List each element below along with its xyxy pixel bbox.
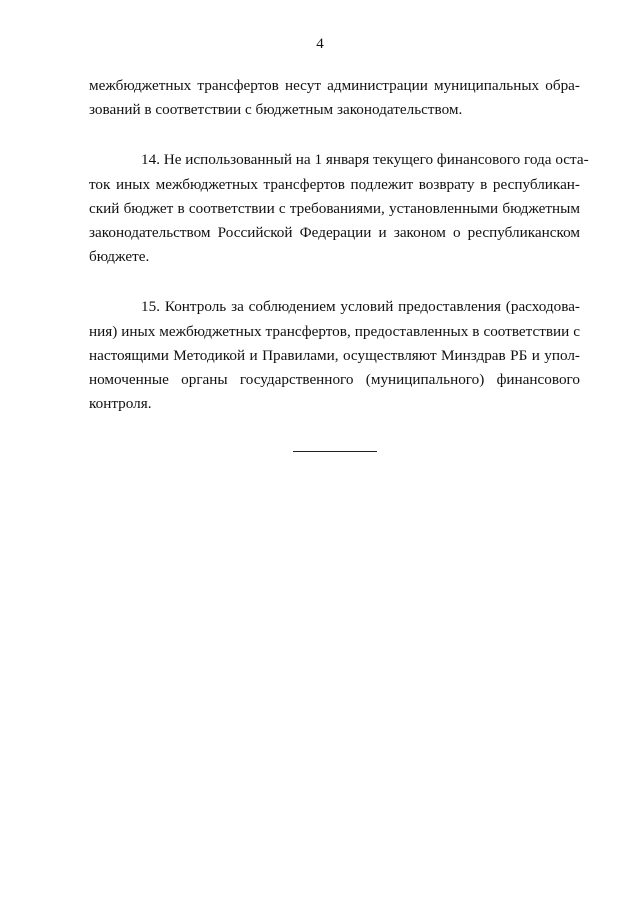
page-number: 4 [316,36,324,52]
text-line: законодательством Российской Федерации и законом о республиканском [89,224,580,242]
end-divider-line [293,451,377,452]
text-line: ток иных межбюджетных трансфертов подлежит возврату в республикан- [89,175,580,193]
text-line: ский бюджет в соответствии с требованиями, установленными бюджетным [89,199,580,217]
paragraph-15 [89,295,580,416]
text-line: 15. Контроль за соблюдением условий предоставления (расходова- [141,298,580,316]
text-line: настоящими Методикой и Правилами, осуществляют Минздрав РБ и упол- [89,346,580,364]
text-line: 14. Не использованный на 1 января текущего финансового года оста- [141,151,589,169]
paragraph-14 [89,148,589,269]
text-line: межбюджетных трансфертов несут администрации муниципальных обра- [89,77,580,94]
text-line: контроля. [89,395,152,413]
text-line: номоченные органы государственного (муниципального) финансового [89,371,580,389]
document-body [89,74,589,416]
paragraph-continuation [89,74,580,122]
text-line: ния) иных межбюджетных трансфертов, предоставленных в соответствии с [89,322,580,340]
text-line: зований в соответствии с бюджетным законодательством. [89,101,463,119]
text-line: бюджете. [89,248,150,266]
